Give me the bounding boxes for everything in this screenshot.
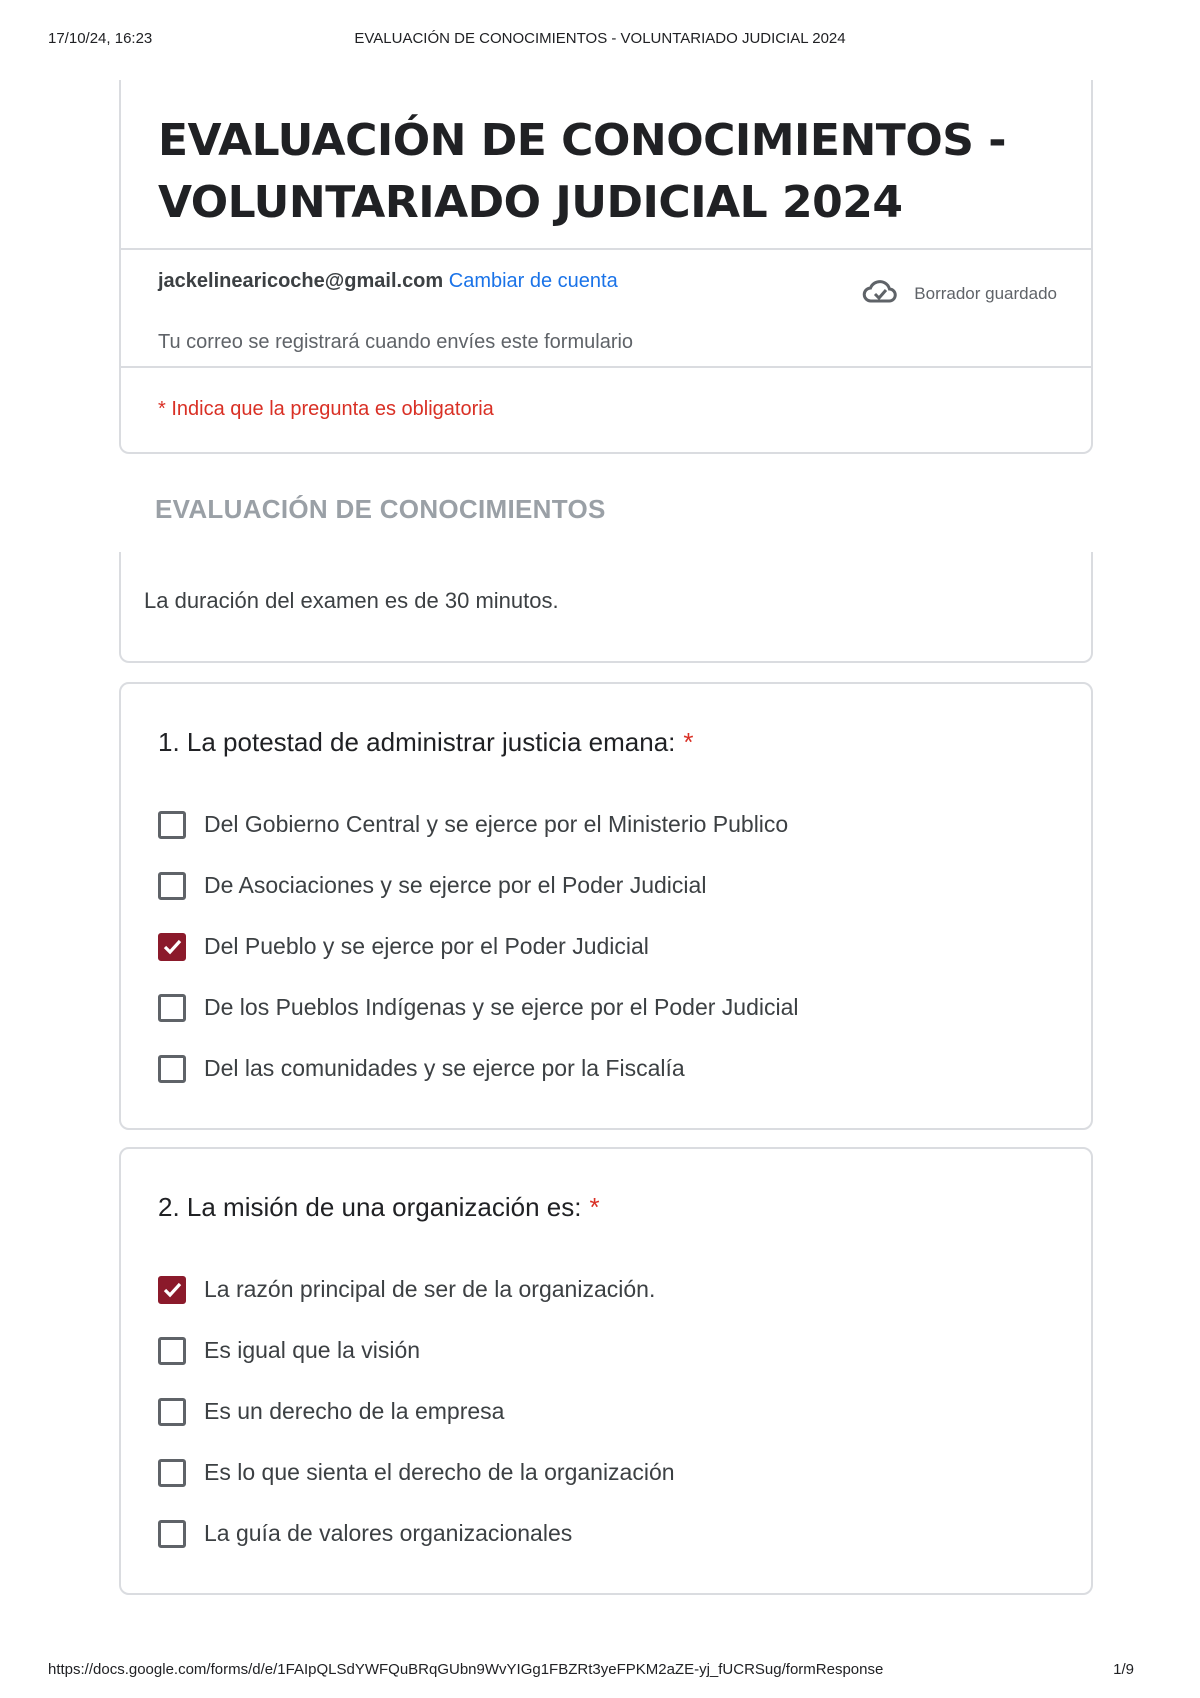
option-row[interactable] <box>158 977 799 1038</box>
option-label: De los Pueblos Indígenas y se ejerce por el Poder Judicial <box>204 994 799 1020</box>
option-label: Del Pueblo y se ejerce por el Poder Judicial <box>204 933 649 959</box>
checkbox[interactable] <box>158 994 186 1022</box>
question-card <box>119 1147 1093 1595</box>
account-email: jackelinearicoche@gmail.com <box>158 270 444 292</box>
checkbox[interactable] <box>158 872 186 900</box>
check-icon <box>161 936 183 958</box>
option-label: Es igual que la visión <box>204 1337 421 1363</box>
draft-status <box>862 276 1057 311</box>
question-text: 2. La misión de una organización es: <box>158 1192 582 1222</box>
option-row[interactable] <box>158 855 799 916</box>
checkbox-checked[interactable] <box>158 933 186 961</box>
option-label: La guía de valores organizacionales <box>204 1520 573 1546</box>
option-row[interactable] <box>158 1320 675 1381</box>
option-row[interactable] <box>158 1381 675 1442</box>
option-row[interactable] <box>158 1503 675 1564</box>
option-row[interactable] <box>158 916 799 977</box>
cloud-saved-icon <box>862 276 898 311</box>
required-note: * Indica que la pregunta es obligatoria <box>158 398 494 420</box>
account-row <box>158 270 618 293</box>
form-title: EVALUACIÓN DE CONOCIMIENTOS - VOLUNTARIADO JUDICIAL 2024 <box>158 115 1006 228</box>
checkbox[interactable] <box>158 1398 186 1426</box>
question-title <box>158 727 694 758</box>
question-text: 1. La potestad de administrar justicia emana: <box>158 727 676 757</box>
divider <box>121 248 1091 250</box>
checkbox[interactable] <box>158 811 186 839</box>
divider <box>121 366 1091 368</box>
option-row[interactable] <box>158 794 799 855</box>
check-icon <box>161 1279 183 1301</box>
option-label: Del Gobierno Central y se ejerce por el Ministerio Publico <box>204 811 789 837</box>
section-description: La duración del examen es de 30 minutos. <box>144 588 559 613</box>
checkbox[interactable] <box>158 1459 186 1487</box>
form-header-card <box>119 80 1093 454</box>
question-card <box>119 682 1093 1130</box>
option-row[interactable] <box>158 1442 675 1503</box>
print-date: 17/10/24, 16:23 <box>48 30 153 47</box>
checkbox[interactable] <box>158 1337 186 1365</box>
option-row[interactable] <box>158 1259 675 1320</box>
page-number: 1/9 <box>1113 1661 1134 1678</box>
option-label: Es un derecho de la empresa <box>204 1398 505 1424</box>
draft-status-label: Borrador guardado <box>914 283 1057 303</box>
required-asterisk: * <box>589 1192 600 1222</box>
email-note: Tu correo se registrará cuando envíes este formulario <box>158 331 634 353</box>
section-title: EVALUACIÓN DE CONOCIMIENTOS <box>155 494 606 524</box>
print-footer <box>48 1661 1152 1681</box>
switch-account-link[interactable]: Cambiar de cuenta <box>448 270 618 292</box>
section-description-card <box>119 552 1093 663</box>
question-title <box>158 1192 600 1223</box>
options-list <box>158 1259 675 1564</box>
checkbox[interactable] <box>158 1520 186 1548</box>
required-asterisk: * <box>683 727 694 757</box>
option-label: Es lo que sienta el derecho de la organización <box>204 1459 675 1485</box>
option-label: Del las comunidades y se ejerce por la Fiscalía <box>204 1055 685 1081</box>
print-url: https://docs.google.com/forms/d/e/1FAIpQLSdYWFQuBRqGUbn9WvYIGg1FBZRt3yeFPKM2aZE-yj_fUCRSug/formResponse <box>48 1661 884 1678</box>
checkbox[interactable] <box>158 1055 186 1083</box>
options-list <box>158 794 799 1099</box>
checkbox-checked[interactable] <box>158 1276 186 1304</box>
option-label: La razón principal de ser de la organización. <box>204 1276 656 1302</box>
option-label: De Asociaciones y se ejerce por el Poder Judicial <box>204 872 707 898</box>
print-header <box>48 30 1152 50</box>
print-title: EVALUACIÓN DE CONOCIMIENTOS - VOLUNTARIADO JUDICIAL 2024 <box>354 30 846 47</box>
option-row[interactable] <box>158 1038 799 1099</box>
